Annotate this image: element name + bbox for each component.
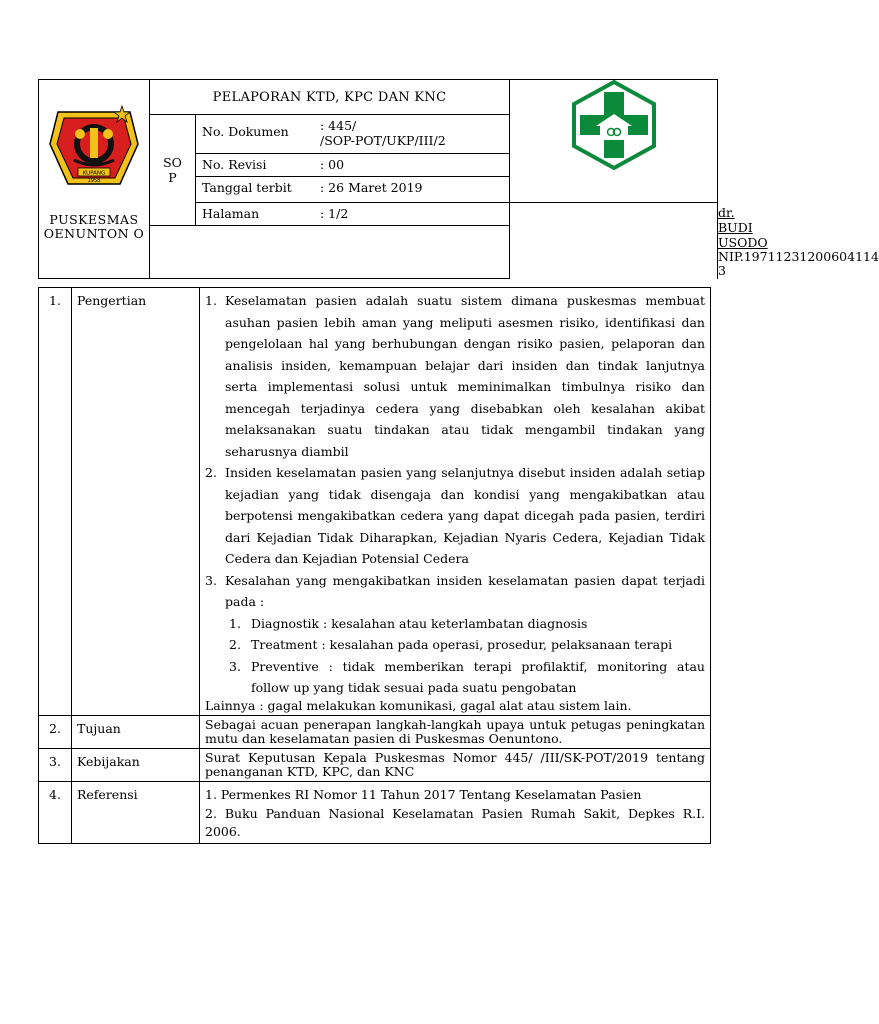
field-issue-date: Tanggal terbit : 26 Maret 2019 <box>196 177 510 203</box>
field-document-number: No. Dokumen : 445/ /SOP-POT/UKP/III/2 <box>196 115 510 154</box>
row-number: 4. <box>39 781 72 843</box>
table-row <box>39 781 711 843</box>
reference-item: 2. Buku Panduan Nasional Keselamatan Pasien Rumah Sakit, Depkes R.I. 2006. <box>205 805 705 839</box>
emblem-label: KUPANG <box>82 170 106 177</box>
row-number: 2. <box>39 715 72 748</box>
field-revision: No. Revisi : 00 <box>196 154 510 177</box>
other-errors-text: Lainnya : gagal melakukan komunikasi, gagal alat atau sistem lain. <box>205 697 632 713</box>
row-label-kebijakan: Kebijakan <box>72 748 200 781</box>
header-table: KUPANG 1958 PUSKESMAS OENUNTON O PELAPORAN KTD, KPC DAN KNC SO P No. Dokumen : 445/ /SOP-POT/UKP/III/2 No. Revisi : 00 Tanggal terbit : 26 Maret 2019 dr. BUDI USODO NIP.19711231200604114 3 Halaman : 1/2 <box>38 79 718 279</box>
content-table <box>38 287 711 844</box>
reference-item: 1. Permenkes RI Nomor 11 Tahun 2017 Tentang Keselamatan Pasien <box>205 786 642 802</box>
list-item: 1. Diagnostik : kesalahan atau keterlambatan diagnosis <box>229 615 588 631</box>
document-title: PELAPORAN KTD, KPC DAN KNC <box>150 80 510 115</box>
definition-list <box>205 290 705 613</box>
health-logo-cell <box>510 80 718 203</box>
header-logo-cell <box>39 80 150 279</box>
row-content-pengertian <box>200 288 711 716</box>
regency-emblem-logo <box>44 98 144 198</box>
field-page: Halaman : 1/2 <box>196 202 510 226</box>
sop-label: SO P <box>150 115 196 226</box>
row-content-tujuan: Sebagai acuan penerapan langkah-langkah upaya untuk petugas peningkatan mutu dan keselamatan pasien di Puskesmas Oenuntono. <box>200 715 711 748</box>
list-item: 3. Kesalahan yang mengakibatkan insiden keselamatan pasien dapat terjadi pada : <box>205 572 705 609</box>
list-item: 3. Preventive : tidak memberikan terapi profilaktif, monitoring atau follow up yang tidak sesuai pada suatu pengobatan <box>229 658 705 695</box>
organization-name: PUSKESMAS OENUNTON O <box>43 212 145 241</box>
header-blank-cell <box>150 226 510 279</box>
row-label-referensi: Referensi <box>72 781 200 843</box>
list-item: 2. Treatment : kesalahan pada operasi, prosedur, pelaksanaan terapi <box>229 637 673 652</box>
table-row <box>39 288 711 716</box>
row-content-referensi <box>200 781 711 843</box>
emblem-year: 1958 <box>87 178 101 184</box>
row-label-pengertian: Pengertian <box>72 288 200 716</box>
table-row <box>39 715 711 748</box>
puskesmas-logo <box>566 80 662 170</box>
list-item: 1. Keselamatan pasien adalah suatu sistem dimana puskesmas membuat asuhan pasien lebih aman yang meliputi asesmen risiko, identifikasi dan pengelolaan hal yang berhubungan dengan risiko pasien, pelaporan dan analisis insiden, kemampuan belajar dari insiden dan tindak lanjutnya serta implementasi solusi untuk meminimalkan timbulnya risiko dan mencegah terjadinya cedera yang disebabkan oleh kesalahan akibat melaksanakan suatu tindakan atau tidak mengambil tindakan yang seharusnya diambil <box>205 293 705 459</box>
row-label-tujuan: Tujuan <box>72 715 200 748</box>
row-number: 1. <box>39 288 72 716</box>
error-type-list <box>205 613 705 699</box>
list-item: 2. Insiden keselamatan pasien yang selanjutnya disebut insiden adalah setiap kejadian yang tidak disengaja dan kondisi yang mengakibatkan atau berpotensi mengakibatkan cedera yang dapat dicegah pada pasien, terdiri dari Kejadian Tidak Diharapkan, Kejadian Nyaris Cedera, Kejadian Tidak Cedera dan Kejadian Potensial Cedera <box>205 465 705 566</box>
row-number: 3. <box>39 748 72 781</box>
table-row <box>39 748 711 781</box>
row-content-kebijakan: Surat Keputusan Kepala Puskesmas Nomor 445/ /III/SK-POT/2019 tentang penanganan KTD, KPC, dan KNC <box>200 748 711 781</box>
